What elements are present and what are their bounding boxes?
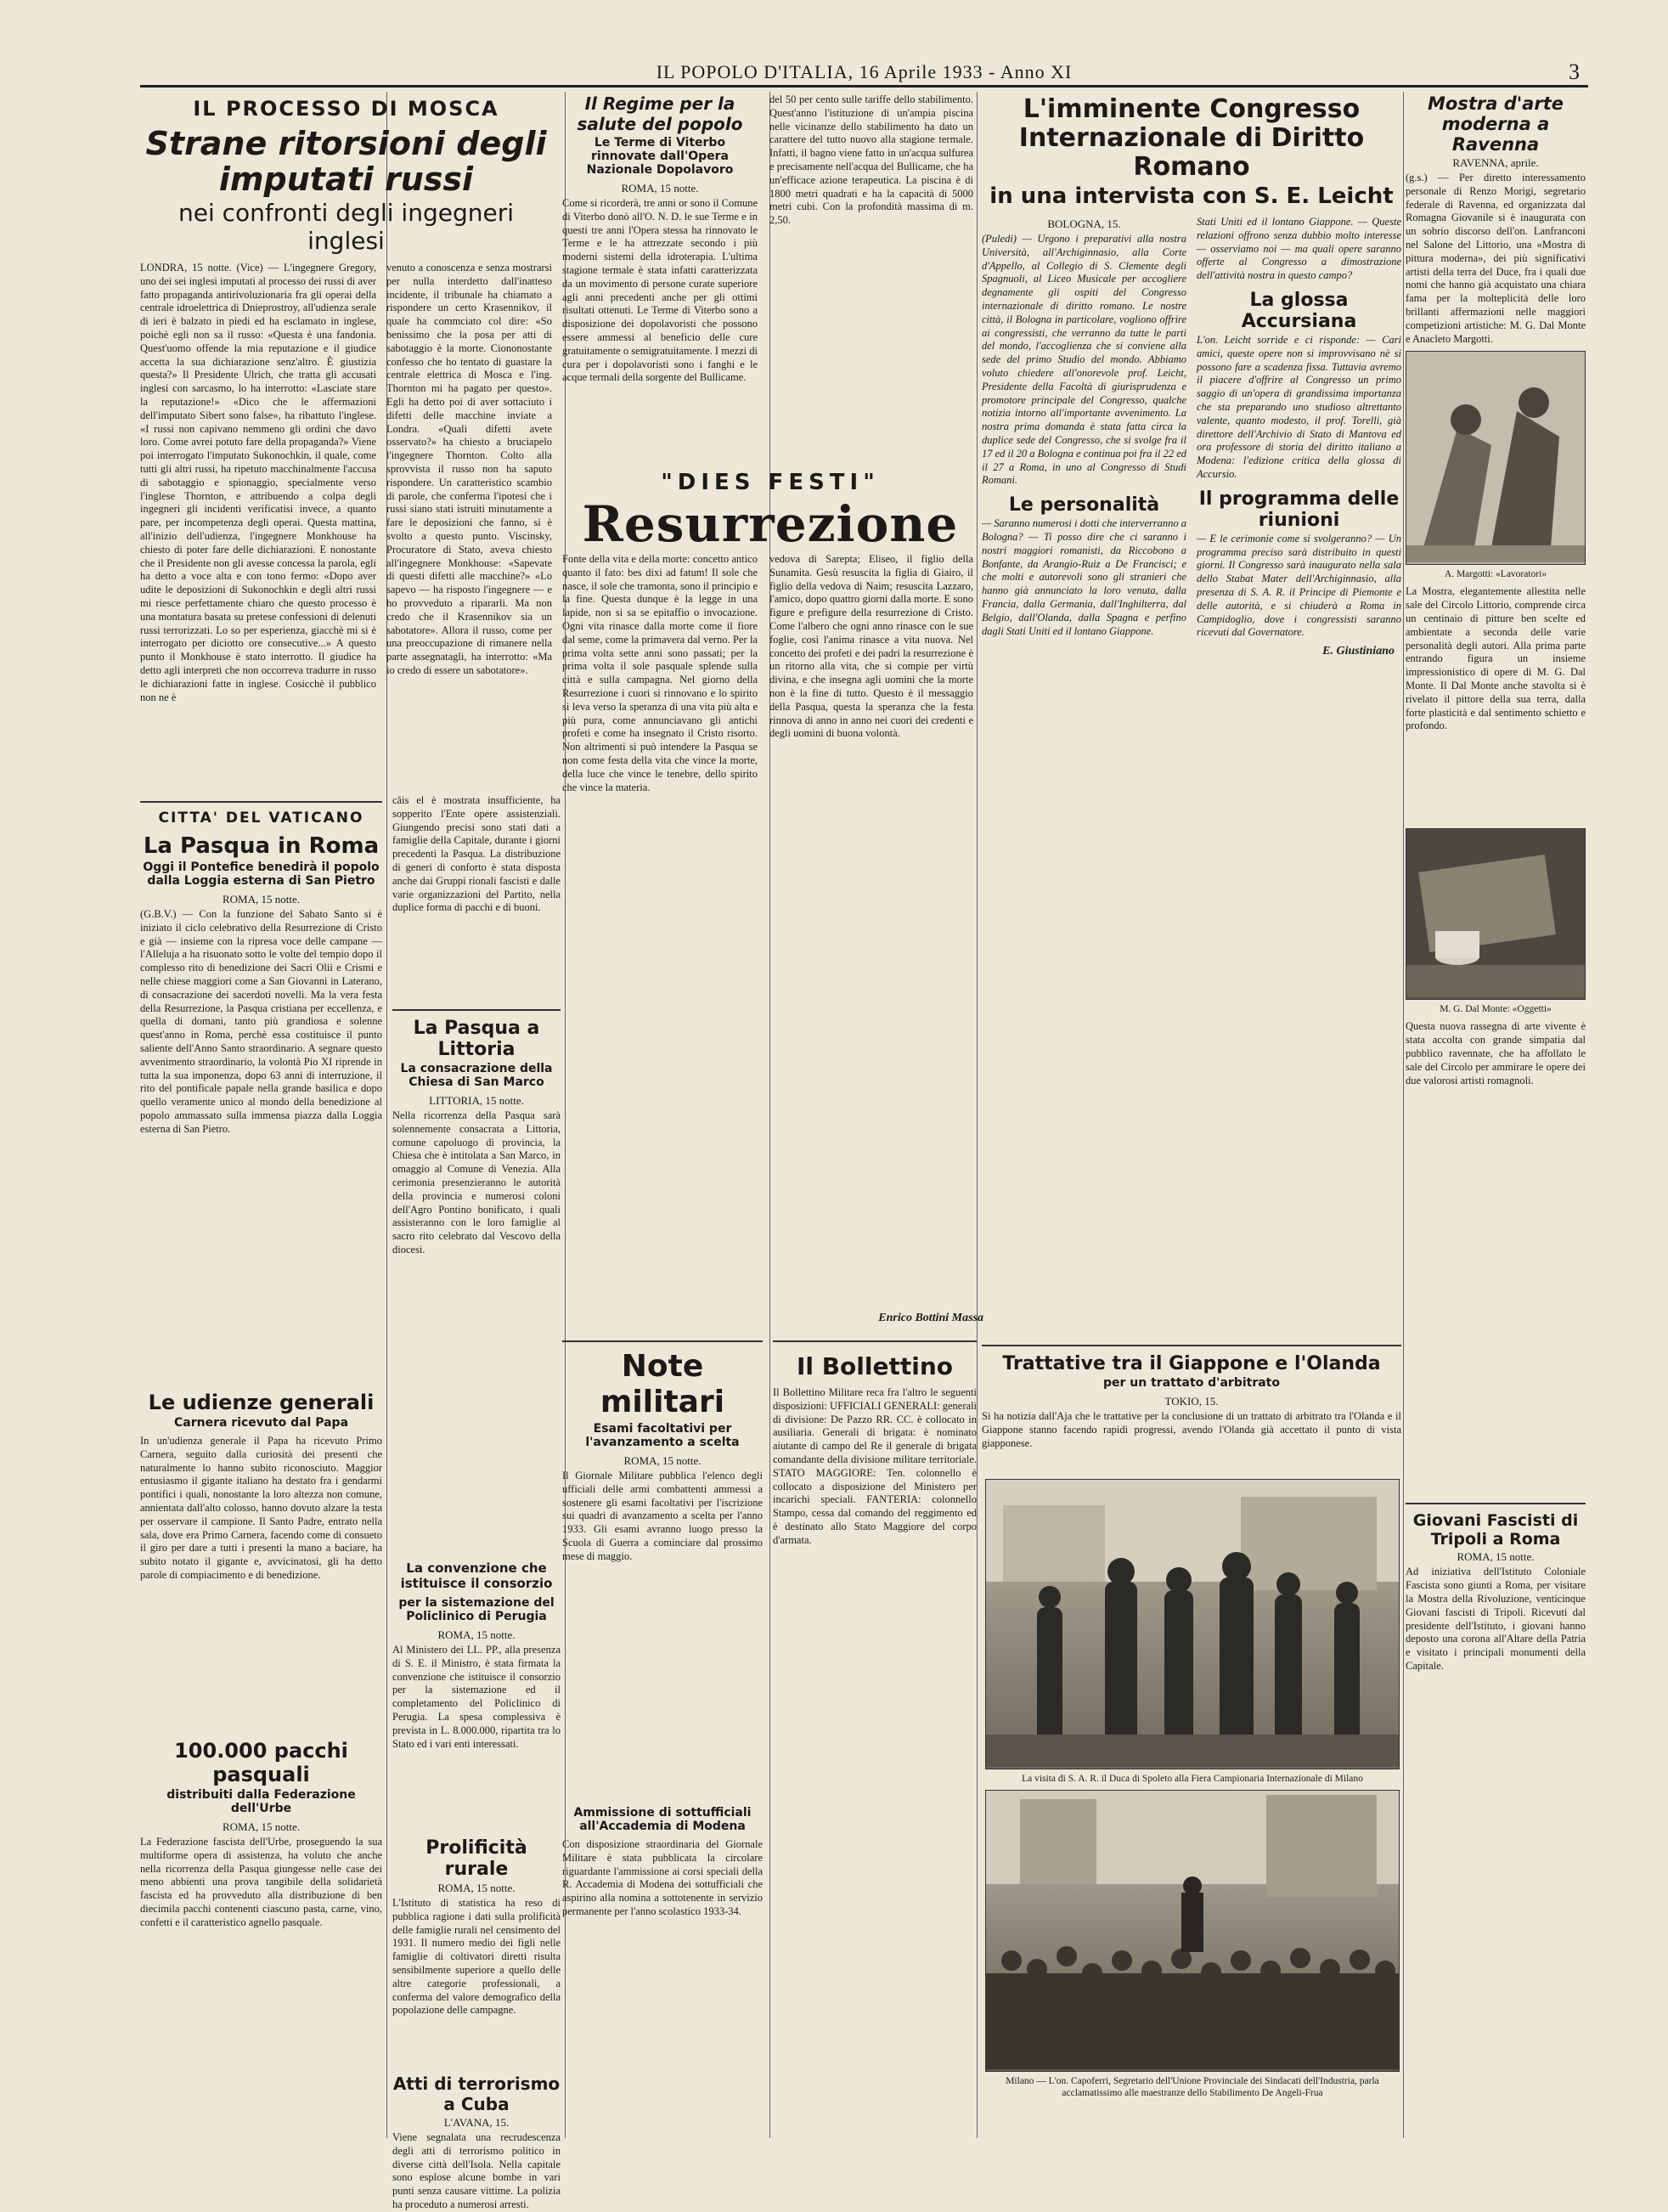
article-body: căis el è mostrata insufficiente, ha sopperito l'Ente opere assistenziali. Giungendo precisi sono stati dati a famiglie della Capitale, durante i giorni precedenti la Pasqua. La distribuzione di generi di conforto è stata disposta anche dai Gruppi rionali fascisti e dalle varie organizzazioni del Partito, nella duplice forma di pacchi e di buoni. <box>392 794 561 914</box>
photo-block <box>985 1474 1400 2104</box>
dateline: ROMA, 15 notte. <box>223 1820 300 1833</box>
divider <box>982 1345 1401 1346</box>
article-body: Con disposizione straordinaria del Giornale Militare è stata pubblicata la circolare riguardante l'ammissione ai corsi speciali della R. Accademia di Modena dei sottufficiali che aspirino alla nomina a sottotenente in servizio permanente per l'anno scolastico 1933-34. <box>562 1838 763 1917</box>
signature: E. Giustiniano <box>1322 645 1395 658</box>
article-congresso-diritto-romano <box>982 93 1401 790</box>
painting-figures <box>1406 352 1585 562</box>
column-1-lower <box>140 794 382 2147</box>
headline: La convenzione che istituisce il consorzio <box>400 1560 553 1591</box>
subhead: La glossa Accursiana <box>1241 289 1357 332</box>
photo-caption: Milano — L'on. Capoferri, Segretario dell'Unione Provinciale dei Sindacati dell'Industria, parla acclamatissimo alle maestranze dello Stabilimento De Angeli-Frua <box>1006 2076 1379 2098</box>
article-body: Si ha notizia dall'Aja che le trattative per la conclusione di un trattato di arbitrato tra l'Olanda e il Giappone stanno facendo rapidi progressi, avendo l'Olanda già accettato il punto di vista giapponese. <box>982 1410 1401 1449</box>
painting-lavoratori <box>1406 351 1586 565</box>
subheadline: nei confronti degli ingegneri inglesi <box>178 199 514 255</box>
dateline: L'AVANA, 15. <box>443 2116 510 2129</box>
headline: Atti di terrorismo a Cuba <box>392 2074 561 2114</box>
article-trattative-giappone-olanda <box>982 1338 1401 1474</box>
divider <box>773 1340 977 1342</box>
article-body: (G.B.V.) — Con la funzione del Sabato Santo si è iniziato il ciclo celebrativo della Resurrezione di Cristo e già — insieme con la ripresa voce delle campane — l'Alleluja a ha risuonato sotto le volte del tempio dopo il complesso rito di benedizione dei Sacri Olii e Crismi e nelle chiese maggiori come a San Giovanni in Laterano, di consacrazione dei sacerdoti novelli. Ma la vera festa della Resurrezione, la Pasqua cristiana per eccellenza, e quella di domani, tanto più grandiosa e solenne quest'anno in Roma, perchè essa costituisce il punto saliente dell'Anno Santo straordinario. A segnare questo avvenimento straordinario, la volontà Pio XI riprende in tutta la sua imponenza, dopo 63 anni di interruzione, il rito del pontificale papale nella grande basilica e dopo quello veramente unico al mondo della benedizione al popolo ammassato sulla immensa piazza dalla Loggia esterna di San Pietro. <box>140 908 382 1135</box>
subheadline: per un trattato d'arbitrato <box>1103 1376 1280 1390</box>
subheadline: distribuiti dalla Federazione dell'Urbe <box>166 1788 356 1815</box>
article-regime-salute <box>562 93 978 450</box>
headline: Prolificità rurale <box>425 1837 527 1880</box>
headline: Il Regime per la salute del popolo <box>577 93 743 134</box>
dateline: ROMA, 15 notte. <box>437 1628 516 1641</box>
headline: Trattative tra il Giappone e l'Olanda <box>1002 1353 1381 1374</box>
painting-caption: A. Margotti: «Lavoratori» <box>1444 569 1547 580</box>
article-body: — Saranno numerosi i dotti che interverranno a Bologna? — Ti posso dire che ci saranno i nostri maggiori romanisti, da Riccobono a Bonfante, da Arangio-Ruiz a De Francisci; e che molti e autorevoli sono gli stranieri che hanno già annunciato la loro venuta, dalla Francia, dalla Germania, dall'Inghilterra, dal Belgio, dall'Olanda, dalla Spagna e perfino dagli Stati Uniti ed il lontano Giappone. <box>982 517 1186 637</box>
dateline: LITTORIA, 15 notte. <box>429 1094 524 1107</box>
article-body: LONDRA, 15 notte. (Vice) — L'ingegnere Gregory, uno dei sei inglesi imputati al processo dei russi di aver fatto propaganda antirivoluzionaria fra gli operai della centrale idroelettrica di Dnieprostroy, all'udienza serale di ieri è balzato in piedi ed ha esclamato in inglese, poichè egli non sa il russo: «Questa è una fandonia. Quest'uomo offende la mia reputazione e il giudice accetta la sua dichiarazione senz'altro. È giustizia questa?» Il Presidente Ulrich, che tratta gli accusati inglesi con sarcasmo, lo ha interrotto: «Lasciate stare la reputazione!» «Dico che le affermazioni dell'imputato Sibert sono false», ha ribattuto l'inglese. «I russi non capivano nemmeno gli ordini che davo loro. Come avrei potuto fare della propaganda?» Viene poi interrogato l'imputato Sukonochkin, il quale, come tutti gli altri russi, ha ripetuto macchinalmente l'accusa di sabotaggio e spionaggio, specialmente verso l'inglese Thornton, e attribuendo a colpa degli ingegneri gli incidenti verificatisi invece, a quanto pare, per incompetenza degli operai. Questa mattina, all'inizio dell'udienza, l'ingegnere Monkhouse ha chiesto di poter fare delle dichiarazioni. E nonostante che il Presidente non gli avesse concessa la parola, egli ha detto a voce alta e con tono fermo: «Dopo aver udite le deposizioni di Sukonochkin e degli altri russi mi riesce perfettamente chiaro che questo processo è una montatura basata su pretese confessioni di delenuti russi terrorizzati. Lo so per esperienza, giacchè mi si è interrogato per diciotto ore consecutive...» A questo punto il Monkhouse è stato interrotto. Il giudice ha detto agli interpreti che non occorreva tradurre in russo le dichiarazioni fatte in inglese. Cosicchè il pubblico non ne è <box>140 262 376 703</box>
article-body: (Puledi) — Urgono i preparativi alla nostra Università, all'Archiginnasio, alla Corte d'Appello, al Collegio di S. Clemente degli Spagnuoli, al Liceo Musicale per accogliere degnamente gli ospiti del Congresso internazionale di diritto romano. Le nostre città, il Bologna in particolare, vogliono offrire ai congressisti, che verranno da tutte le parti del mondo, l'accoglienza che si conviene alla sede del primo Studio del mondo. Abbiamo voluto chiedere all'onorevole prof. Leicht, Presidente della Facoltà di giurisprudenza e promotore principale del Congresso, qualche notizia intorno all'importante avvenimento. La nostra prima domanda è stata fatta circa la duplice sede del Congresso, che si svolge fra il 17 ed il 20 a Bologna e continua poi fra il 22 ed il 27 a Roma, in uno al Congresso di Studi Romani. <box>982 233 1186 487</box>
kicker: CITTA' DEL VATICANO <box>158 810 364 827</box>
divider <box>140 801 382 803</box>
dateline: ROMA, 15 notte. <box>437 1882 516 1894</box>
article-body: L'Istituto di statistica ha reso di pubblica ragione i dati sulla prolificità delle famiglie rurali nel censimento del 1931. Il numero medio dei figli nelle famiglie di coltivatori diretti risulta sensibilmente superiore a quello delle altre categorie professionali, a conferma del valore demografico della popolazione delle campagne. <box>392 1897 561 2017</box>
kicker: IL PROCESSO DI MOSCA <box>193 97 499 121</box>
column-2-lower <box>392 794 561 2210</box>
still-life <box>1406 829 1585 997</box>
masthead <box>140 59 1588 87</box>
article-body-cont: venuto a conoscenza e senza mostrarsi per nulla interdetto dall'inatteso incidente, il tribunale ha chiamato a rispondere un certo Krasennikov, il quale ha commciato col dire: «So benissimo che la posa per atti di sabotaggio è la morte. Ciononostante confesso che ho tentato di guastare la centrale elettrica di Mosca e l'ing. Thornton mi ha pagato per questo». Egli ha detto poi di aver sottaciuto i difetti delle macchine inviate a Londra. «Quali difetti avete osservato?» ha chiesto a bruciapelo l'ingegnere Thornton. Colto alla sprovvista il russo non ha saputo rispondere. Un caratteristico scambio di parole, che conferma l'ipotesi che i russi siano stati istruiti minutamente a fare le deposizioni che fanno, si è svolto a questo punto. Viscinsky, Procuratore di Stato, aveva chiesto all'ingegnere Monkhouse: «Sapevate di questi difetti alle macchine?» «Lo sapevo — ha risposto l'ingegnere — e ho provveduto a ripararli. Ma non credo che il Krasennikov sia un sabotatore». Allora il russo, come per una preoccupazione di rimanere nella parte assegnatagli, ha interrotto: «Ma io credo di essere un sabotatore». <box>386 262 552 676</box>
article-body: In un'udienza generale il Papa ha ricevuto Primo Carnera, seguito dalla curiosità dei presenti che naturalmente lo hanno subito riconosciuto. Maggior entusiasmo il gigante italiano ha destato fra i gendarmi pontifici i quali, nonostante la loro altezza non comune, annientata dall'alto colosso, hanno dovuto alzare la testa per osservare il campione. Il Santo Padre, entrato nella sala, dove era Primo Carnera, facendo come di consueto il giro per dare a tutti i presenti la mano a baciare, ha subito notato il gigante e, avvicinatosi, gli ha detto parole di compiacimento e di benedizione. <box>140 1435 382 1581</box>
subhead: Le personalità <box>1008 494 1160 516</box>
headline: Giovani Fascisti di Tripoli a Roma <box>1412 1511 1579 1549</box>
headline: 100.000 pacchi pasquali <box>174 1739 348 1786</box>
subheadline: Esami facoltativi per l'avanzamento a scelta <box>585 1422 740 1449</box>
headline: Le udienze generali <box>148 1391 375 1414</box>
dateline: BOLOGNA, 15. <box>1047 217 1121 230</box>
headline: Il Bollettino <box>796 1352 954 1380</box>
headline: La Pasqua in Roma <box>143 833 380 859</box>
dateline: ROMA, 15 notte. <box>623 1454 702 1467</box>
subhead: Il programma delle riunioni <box>1198 488 1400 531</box>
article-body: Il Bollettino Militare reca fra l'altro le seguenti disposizioni: UFFICIALI GENERALI: generali di divisione: De Pazzo RR. CC. è collocato in ausiliaria. Generali di brigata: è nominato aiutante di campo del Re il generale di brigata comandante della divisione militare territoriale. STATO MAGGIORE: Ten. colonnello è collocato a disposizione del Ministero per incarichi speciali. FANTERIA: colonnello Stampo, cessa dal comando del reggimento ed è destinato allo Stato Maggiore del corpo d'armata. <box>773 1386 977 1546</box>
article-body-cont: del 50 per cento sulle tariffe dello stabilimento. Quest'anno l'istituzione di un'ampia piscina nelle vicinanze dello stabilimento ha dato un carattere del tutto nuovo alla stagione termale. Infatti, il bagno viene fatto in un'acqua sulfurea e precisamente nell'acqua del Bullicame, che ha un'efficace azione terapeutica. La piscina è di 1800 metri quadrati e ha la capacità di 5000 metri cubi. Con la profondità massima di m. 2,50. <box>769 93 973 227</box>
article-body-cont: Stati Uniti ed il lontano Giappone. — Queste relazioni offrono senza dubbio molto interesse — osserviamo noi — ma quali opere saranno offerte al Congresso a dimostrazione dell'attività nostra in questo campo? <box>1197 216 1401 282</box>
divider <box>392 1009 561 1011</box>
article-mostra-ravenna <box>1406 93 1586 2147</box>
photo-caption: La visita di S. A. R. il Duca di Spoleto alla Fiera Campionaria Internazionale di Milano <box>1022 1774 1363 1784</box>
article-body: L'on. Leicht sorride e ci risponde: — Cari amici, queste opere non si improvvisano nè si possono fare a scadenza fissa. Tuttavia avremo il piacere d'offrire al Congresso un primo saggio di un'opera di grandissima importanza che sta preparando uno studioso altrettanto valente, quanto modesto, il prof. Torelli, già direttore dell'Archivio di Stato di Mantova ed ora professore di storia del diritto italiano a Modena: l'edizione critica della glossa di Accursio. <box>1197 333 1401 480</box>
dateline: ROMA, 15 notte. <box>621 182 699 195</box>
headline: Mostra d'arte moderna a Ravenna <box>1428 93 1564 155</box>
signature: Enrico Bottini Massa <box>878 1312 983 1324</box>
dateline: ROMA, 15 notte. <box>1457 1550 1535 1564</box>
column-rule <box>1403 92 1404 2138</box>
painting-caption: M. G. Dal Monte: «Oggetti» <box>1440 1004 1552 1015</box>
article-body: Questa nuova rassegna di arte vivente è stata accolta con grande simpatia dal pubblico ravennate, che ha affollato le sale del Circolo per ammirare le opere dei due valorosi artisti romagnoli. <box>1406 1020 1586 1086</box>
subheadline: per la sistemazione del Policlinico di Perugia <box>398 1596 555 1623</box>
article-processo-mosca <box>140 93 552 782</box>
article-body-cont: vedova di Sarepta; Eliseo, il figlio della Sunamita. Gesù resuscita la figlia di Giairo, il figlio della vedova di Naim; resuscita Lazzaro, l'amico, dopo quattro giorni dalla morte. E sono figure e prefigure della resurrezione di Cristo. Come l'albero che ogni anno rinasce con le sue foglie, così l'anima rinasce a vita nuova. Nel concetto dei profeti e dei padri la resurrezione è un ritorno alla vita, che si compie per virtù divina, e che insegna agli uomini che la morte non è la fine di tutto. Questo è il messaggio della Pasqua, questa la speranza che la festa rinnova di anno in anno nei cuori dei credenti e degli uomini di buona volontà. <box>769 553 973 740</box>
dateline: RAVENNA, aprile. <box>1452 156 1539 169</box>
subheadline: Ammissione di sottufficiali all'Accademia di Modena <box>573 1806 752 1833</box>
article-body: Fonte della vita e della morte: concetto antico quanto il fato: bes dixi ad fatum! Il sole che nasce, il sole che tramonta, sono il principio e la fine. Questa dunque è la legge in una lapide, non si sa se epitaffio o invocazione. Ogni vita rinasce dalla morte come il fiore dal seme, come la primavera dal verno. Per la prima volta sette anni sono passati; per la prima volta il sole pasquale splende sulla città e sulla campagna. Nel giorno della Resurrezione i cuori si rinnovano e lo spirito si leva verso la speranza di una vita più alta e più pura, come annunciavano gli antichi profeti e come ha insegnato il Cristo risorto. Non altrimenti si può intendere la Pasqua se non come festa della vita che vince la morte, della luce che vince le tenebre, dello spirito che vince la materia. <box>562 553 758 793</box>
headline: Strane ritorsioni degli imputati russi <box>145 125 547 198</box>
subheadline: Le Terme di Viterbo rinnovate dall'Opera Nazionale Dopolavoro <box>586 136 734 177</box>
headline: Note militari <box>600 1349 725 1419</box>
article-note-militari <box>562 1334 763 2147</box>
painting-oggetti <box>1406 828 1586 1000</box>
dateline: ROMA, 15 notte. <box>223 893 300 906</box>
subheadline: Oggi il Pontefice benedirà il popolo dalla Loggia esterna di San Pietro <box>143 861 380 888</box>
article-body: Nella ricorrenza della Pasqua sarà solennemente consacrata a Littoria, comune capoluogo di provincia, la Chiesa che è intitolata a San Marco, in omaggio al Comune di Venezia. Alla cerimonia presenzieranno le autorità della provincia e numerosi coloni dell'Agro Pontino bonificato, i quali assisteranno con le loro famiglie al sacro rito celebrato dal Vescovo della diocesi. <box>392 1109 561 1256</box>
article-body: Come si ricorderà, tre anni or sono il Comune di Viterbo donò all'O. N. D. le sue Terme e in questi tre anni l'Opera stessa ha rinnovato le Terme e le ha attrezzate secondo i più moderni sistemi della idroterapia. L'ultima stagione termale è stata infatti caratterizzata da un movimento di persone curate superiore agli anni precedenti anche per gli ottimi risultati ottenuti. Le Terme di Viterbo sono a disposizione dei dopolavoristi che possono essere ammessi al beneficio delle cure gratuitamente o semigratuitamente. I mezzi di cura per i dopolavoristi sono i fanghi e le acque termali della sorgente del Bullicame. <box>562 197 758 384</box>
subheadline: in una intervista con S. E. Leicht <box>989 183 1394 209</box>
dateline: TOKIO, 15. <box>1164 1395 1219 1408</box>
article-body: Viene segnalata una recrudescenza degli atti di terrorismo politico in diverse città dell'Isola. Nella capitale sono esplose alcune bombe in vari punti senza causare vittime. La polizia ha proceduto a numerosi arresti. <box>392 2131 561 2210</box>
photo-capoferri <box>985 1790 1400 2072</box>
subheadline: La consacrazione della Chiesa di San Marco <box>400 1062 553 1089</box>
article-body: La Federazione fascista dell'Urbe, proseguendo la sua multiforme opera di assistenza, ha voluto che anche nella ricorrenza della Pasqua giungesse nelle case dei meno abbienti una prova tangibile della solidarietà fascista ed ha provveduto alla distribuzione di ben diecimila pacchi contenenti ciascuno pasta, carne, vino, confetti e il caratteristico agnello pasquale. <box>140 1836 382 1928</box>
headline: Resurrezione <box>582 495 959 553</box>
masthead-title: IL POPOLO D'ITALIA, 16 Aprile 1933 - Anno XI <box>656 61 1073 82</box>
article-bollettino <box>773 1334 977 2147</box>
article-body: Il Giornale Militare pubblica l'elenco degli ufficiali delle armi combattenti ammessi a sostenere gli esami facoltativi per l'iscrizione sui quadri di avanzamento a scelta per l'anno 1933. Gli esami avranno luogo presso la Scuola di Guerra a cominciare dal prossimo mese di maggio. <box>562 1470 763 1562</box>
article-body: Ad iniziativa dell'Istituto Coloniale Fascista sono giunti a Roma, per visitare la Mostra della Rivoluzione, venticinque Giovani fascisti di Tripoli. Ricevuti dal presidente dell'Istituto, i giovani hanno deposto una corona all'Altare della Patria e visitato i principali monumenti della Capitale. <box>1406 1566 1586 1672</box>
photo-duca-spoleto <box>985 1479 1400 1769</box>
divider <box>1406 1503 1586 1504</box>
photo-crowd <box>986 1791 1399 2069</box>
headline: L'imminente Congresso Internazionale di Diritto Romano <box>1018 94 1365 182</box>
article-dies-festi <box>562 463 978 905</box>
article-body: — E le cerimonie come si svolgeranno? — Un programma preciso sarà distribuito in questi giorni. Il Congresso sarà inaugurato nella sala dello Stabat Mater dell'Archiginnasio, alla presenza di S. A. R. il Principe di Piemonte e delle autorità, e si chiuderà a Roma in Campidoglio, dove i congressisti saranno ricevuti dal Governatore. <box>1197 532 1401 639</box>
article-body: Al Ministero dei LL. PP., alla presenza di S. E. il Ministro, è stata firmata la convenzione che istituisce il consorzio per la sistemazione ed il completamento del Policlinico di Perugia. La spesa complessiva è prevista in L. 8.000.000, ripartita tra lo Stato ed i vari enti interessati. <box>392 1644 561 1750</box>
kicker: "DIES FESTI" <box>661 470 880 495</box>
subheadline: Carnera ricevuto dal Papa <box>173 1416 349 1430</box>
divider <box>562 1340 763 1342</box>
article-body: (g.s.) — Per diretto interessamento personale di Renzo Morigi, segretario federale di Ravenna, ed organizzata dal Romagna Giovanile si è inaugurata con un sobrio discorso dell'on. Lanfranconi nel Salone del Littorio, una «Mostra di pittura moderna», dei più significativi artisti della terra del Duce, fra i quali due nomi che hanno già acquistato una chiara fama per la molteplicità delle loro brillanti affermazioni nelle maggiori competizioni artistiche: M. G. Dal Monte e Anacleto Margotti. <box>1406 172 1586 345</box>
photo-figures <box>986 1480 1399 1767</box>
page-number: 3 <box>1569 59 1580 84</box>
article-body: La Mostra, elegantemente allestita nelle sale del Circolo Littorio, comprende circa un centinaio di pitture ben scelte ed ambientate a seconda delle varie personalità degli autori. Alla prima parte entrando figura un insieme impressionistico di opere di M. G. Dal Monte. Il Dal Monte anche stavolta si è rivelato il pittore della sua terra, dalla forte plasticità e dal sentimento schietto e profondo. <box>1406 585 1586 732</box>
headline: La Pasqua a Littoria <box>413 1018 540 1060</box>
